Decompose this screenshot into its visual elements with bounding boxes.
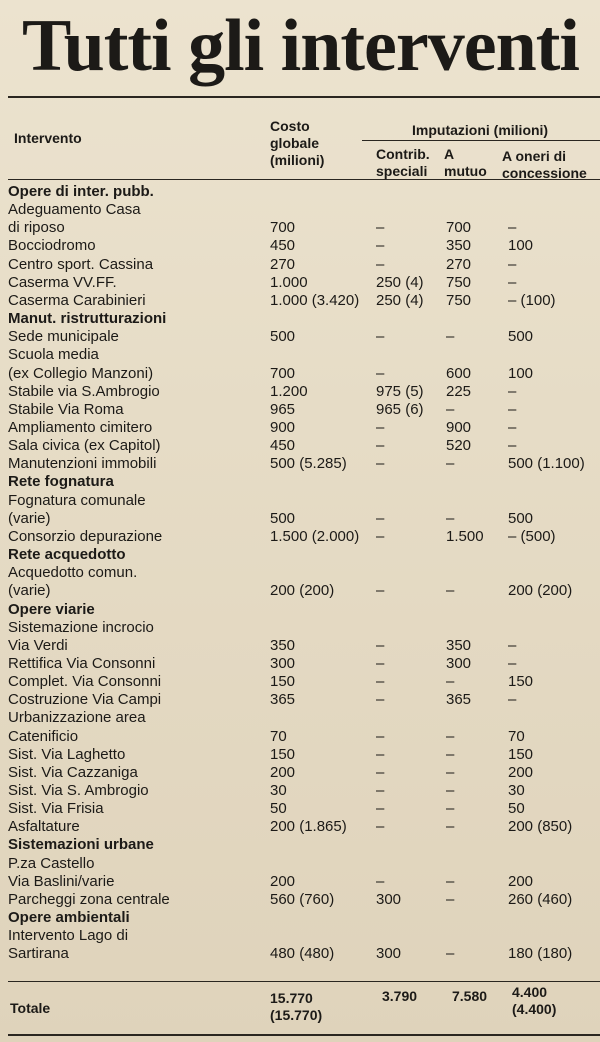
oneri-cell: 100 xyxy=(508,364,534,382)
oneri-cell: – xyxy=(508,382,517,400)
section-label: Sistemazioni urbane xyxy=(8,836,154,854)
table-row xyxy=(8,709,600,727)
oneri-cell: – xyxy=(508,654,517,672)
mutuo-cell: 225 xyxy=(446,382,472,400)
header-costo-line3: (milioni) xyxy=(270,152,325,168)
table-row xyxy=(8,219,600,237)
mutuo-cell: 600 xyxy=(446,364,472,382)
totale-contrib: 3.790 xyxy=(382,988,418,1004)
costo-cell: 270 xyxy=(270,255,296,273)
costo-cell: 965 xyxy=(270,400,296,418)
table-row xyxy=(8,945,600,963)
contrib-cell: – xyxy=(376,455,385,473)
intervento-label: Intervento Lago di xyxy=(8,927,129,945)
intervento-label: Manutenzioni immobili xyxy=(8,455,157,473)
contrib-cell: 250 (4) xyxy=(376,291,424,309)
table-row xyxy=(8,764,600,782)
table-row xyxy=(8,782,600,800)
oneri-cell: 30 xyxy=(508,781,525,799)
section-label: Rete acquedotto xyxy=(8,546,126,563)
mutuo-cell: 1.500 xyxy=(446,527,484,545)
contrib-cell: – xyxy=(376,437,385,455)
intervento-label: Rettifica Via Consonni xyxy=(8,654,156,672)
header-a-mutuo xyxy=(444,146,487,180)
oneri-cell: 50 xyxy=(508,800,525,818)
intervento-label: Acquedotto comun. xyxy=(8,564,138,582)
intervento-label: Sala civica (ex Capitol) xyxy=(8,437,161,455)
intervento-label: di riposo xyxy=(8,219,65,237)
contrib-cell: – xyxy=(376,527,385,545)
costo-cell: 1.000 (3.420) xyxy=(270,291,360,309)
totale-oneri-prev: (4.400) xyxy=(512,1001,557,1017)
costo-cell: 70 xyxy=(270,727,287,745)
mutuo-cell: – xyxy=(446,745,455,763)
costo-cell: 700 xyxy=(270,219,296,237)
contrib-cell: – xyxy=(376,691,385,709)
contrib-cell: – xyxy=(376,328,385,346)
table-row xyxy=(8,746,600,764)
oneri-cell: 500 (1.100) xyxy=(508,455,585,473)
totale-costo xyxy=(270,990,322,1024)
intervento-label: Stabile Via Roma xyxy=(8,400,124,418)
header-rule xyxy=(8,179,600,180)
costo-cell: 200 xyxy=(270,872,296,890)
intervento-label: Sist. Via S. Ambrogio xyxy=(8,781,149,799)
section-heading xyxy=(8,909,600,927)
costo-cell: 200 xyxy=(270,763,296,781)
mutuo-cell: – xyxy=(446,455,455,473)
oneri-cell: 150 xyxy=(508,745,534,763)
costo-cell: 500 xyxy=(270,328,296,346)
costo-cell: 365 xyxy=(270,691,296,709)
contrib-cell: – xyxy=(376,364,385,382)
mutuo-cell: – xyxy=(446,582,455,600)
section-label: Opere viarie xyxy=(8,600,95,618)
costo-cell: 500 (5.285) xyxy=(270,455,347,473)
mutuo-cell: 700 xyxy=(446,219,472,237)
costo-cell: 200 (200) xyxy=(270,582,335,600)
mutuo-cell: 350 xyxy=(446,636,472,654)
header-intervento: Intervento xyxy=(14,130,82,146)
intervento-label: Fognatura comunale xyxy=(8,491,146,509)
section-heading xyxy=(8,601,600,619)
header-costo-line1: Costo xyxy=(270,118,310,134)
oneri-cell: 200 (200) xyxy=(508,582,573,600)
intervento-label: Stabile via S.Ambrogio xyxy=(8,382,160,400)
oneri-cell: – xyxy=(508,255,517,273)
intervento-label: Complet. Via Consonni xyxy=(8,673,162,690)
title-rule xyxy=(8,96,600,98)
costo-cell: 500 xyxy=(270,509,296,527)
mutuo-cell: 900 xyxy=(446,418,472,436)
section-label: Opere ambientali xyxy=(8,909,130,926)
table-row xyxy=(8,256,600,274)
intervento-label: Via Verdi xyxy=(8,636,68,654)
mutuo-cell: – xyxy=(446,400,455,418)
contrib-cell: – xyxy=(376,781,385,799)
totale-costo-value: 15.770 xyxy=(270,990,313,1006)
contrib-cell: 300 xyxy=(376,890,402,908)
contrib-cell: – xyxy=(376,582,385,600)
mutuo-cell: – xyxy=(446,673,455,690)
oneri-cell: 200 (850) xyxy=(508,818,573,836)
header-contrib-line2: speciali xyxy=(376,163,428,179)
table-row xyxy=(8,201,600,219)
intervento-label: Sartirana xyxy=(8,945,69,963)
contrib-cell: – xyxy=(376,509,385,527)
costo-cell: 300 xyxy=(270,654,296,672)
contrib-cell: – xyxy=(376,654,385,672)
costo-cell: 150 xyxy=(270,673,296,690)
costo-cell: 150 xyxy=(270,745,296,763)
intervento-label: Sist. Via Cazzaniga xyxy=(8,763,138,781)
contrib-cell: – xyxy=(376,872,385,890)
costo-cell: 450 xyxy=(270,437,296,455)
mutuo-cell: – xyxy=(446,509,455,527)
oneri-cell: – xyxy=(508,219,517,237)
costo-cell: 1.200 xyxy=(270,382,308,400)
oneri-cell: 200 xyxy=(508,872,534,890)
table-row xyxy=(8,619,600,637)
totals-rule xyxy=(8,981,600,982)
table-row xyxy=(8,873,600,891)
intervento-label: Centro sport. Cassina xyxy=(8,255,154,273)
contrib-cell: – xyxy=(376,727,385,745)
header-oneri-line2: concessione xyxy=(502,165,587,181)
intervento-label: Catenificio xyxy=(8,727,79,745)
table-row xyxy=(8,419,600,437)
costo-cell: 30 xyxy=(270,781,287,799)
costo-cell: 200 (1.865) xyxy=(270,818,347,836)
mutuo-cell: 270 xyxy=(446,255,472,273)
mutuo-cell: – xyxy=(446,328,455,346)
contrib-cell: – xyxy=(376,818,385,836)
contrib-cell: – xyxy=(376,237,385,255)
totale-mutuo: 7.580 xyxy=(452,988,488,1004)
intervento-label: Asfaltature xyxy=(8,818,80,836)
section-heading xyxy=(8,183,600,201)
totale-label: Totale xyxy=(10,1000,51,1016)
table-row xyxy=(8,365,600,383)
intervento-label: Adeguamento Casa xyxy=(8,201,141,219)
costo-cell: 560 (760) xyxy=(270,890,335,908)
oneri-cell: 500 xyxy=(508,509,534,527)
header-costo-line2: globale xyxy=(270,135,320,151)
intervento-label: Scuola media xyxy=(8,346,99,364)
mutuo-cell: – xyxy=(446,763,455,781)
costo-cell: 1.000 xyxy=(270,273,308,291)
contrib-cell: 975 (5) xyxy=(376,382,424,400)
mutuo-cell: 300 xyxy=(446,654,472,672)
section-heading xyxy=(8,473,600,491)
section-label: Rete fognatura xyxy=(8,473,114,491)
oneri-cell: – xyxy=(508,400,517,418)
header-mutuo-line2: mutuo xyxy=(444,163,487,179)
table-row xyxy=(8,891,600,909)
contrib-cell: 965 (6) xyxy=(376,400,424,418)
section-label: Manut. ristrutturazioni xyxy=(8,310,167,327)
contrib-cell: – xyxy=(376,673,385,690)
intervento-label: Sede municipale xyxy=(8,328,119,346)
intervento-label: Costruzione Via Campi xyxy=(8,691,162,709)
table-row xyxy=(8,346,600,364)
table-row xyxy=(8,800,600,818)
contrib-cell: – xyxy=(376,636,385,654)
intervento-label: Ampliamento cimitero xyxy=(8,418,153,436)
intervento-label: Via Baslini/varie xyxy=(8,872,115,890)
table-row xyxy=(8,855,600,873)
oneri-cell: – xyxy=(508,437,517,455)
section-heading xyxy=(8,546,600,564)
costo-cell: 450 xyxy=(270,237,296,255)
header-costo-globale xyxy=(270,118,324,169)
table-row xyxy=(8,528,600,546)
mutuo-cell: 750 xyxy=(446,273,472,291)
oneri-cell: 200 xyxy=(508,763,534,781)
table-row xyxy=(8,655,600,673)
oneri-cell: 70 xyxy=(508,727,525,745)
table-row xyxy=(8,582,600,600)
costo-cell: 900 xyxy=(270,418,296,436)
oneri-cell: 180 (180) xyxy=(508,945,573,963)
oneri-cell: 500 xyxy=(508,328,534,346)
costo-cell: 480 (480) xyxy=(270,945,335,963)
totale-oneri-value: 4.400 xyxy=(512,984,548,1000)
page-title: Tutti gli interventi xyxy=(22,5,579,87)
intervento-label: (ex Collegio Manzoni) xyxy=(8,364,154,382)
intervento-label: Urbanizzazione area xyxy=(8,709,146,727)
bottom-rule xyxy=(8,1034,600,1036)
header-mutuo-line1: A xyxy=(444,146,455,162)
table-row xyxy=(8,673,600,691)
header-oneri-concessione xyxy=(502,148,587,182)
intervento-label: (varie) xyxy=(8,582,51,600)
section-heading xyxy=(8,836,600,854)
costo-cell: 350 xyxy=(270,636,296,654)
costo-cell: 700 xyxy=(270,364,296,382)
oneri-cell: – xyxy=(508,636,517,654)
mutuo-cell: – xyxy=(446,781,455,799)
header-oneri-line1: A oneri di xyxy=(502,148,567,164)
table-row xyxy=(8,292,600,310)
oneri-cell: 100 xyxy=(508,237,534,255)
table-row xyxy=(8,492,600,510)
table-row xyxy=(8,328,600,346)
mutuo-cell: 350 xyxy=(446,237,472,255)
oneri-cell: 260 (460) xyxy=(508,890,573,908)
contrib-cell: – xyxy=(376,763,385,781)
table-row xyxy=(8,691,600,709)
mutuo-cell: – xyxy=(446,945,455,963)
table-row xyxy=(8,637,600,655)
totale-oneri xyxy=(512,984,556,1018)
header-imputazioni: Imputazioni (milioni) xyxy=(412,122,549,138)
table-row xyxy=(8,237,600,255)
costo-cell: 1.500 (2.000) xyxy=(270,527,360,545)
imputazioni-rule xyxy=(362,140,600,141)
intervento-label: Caserma Carabinieri xyxy=(8,291,146,309)
mutuo-cell: – xyxy=(446,872,455,890)
intervento-label: Sist. Via Frisia xyxy=(8,800,104,818)
intervento-label: (varie) xyxy=(8,509,51,527)
contrib-cell: – xyxy=(376,745,385,763)
contrib-cell: – xyxy=(376,800,385,818)
table-row xyxy=(8,401,600,419)
table-row xyxy=(8,437,600,455)
table-row xyxy=(8,510,600,528)
section-heading xyxy=(8,310,600,328)
header-contrib-speciali xyxy=(376,146,430,180)
contrib-cell: – xyxy=(376,418,385,436)
section-label: Opere di inter. pubb. xyxy=(8,183,154,200)
oneri-cell: – xyxy=(508,418,517,436)
table-row xyxy=(8,383,600,401)
intervento-label: Sistemazione incrocio xyxy=(8,618,154,636)
totale-costo-prev: (15.770) xyxy=(270,1007,323,1023)
contrib-cell: – xyxy=(376,219,385,237)
intervento-label: Parcheggi zona centrale xyxy=(8,890,170,908)
intervento-label: Consorzio depurazione xyxy=(8,527,163,545)
mutuo-cell: 520 xyxy=(446,437,472,455)
oneri-cell: – xyxy=(508,691,517,709)
oneri-cell: 150 xyxy=(508,673,534,690)
contrib-cell: 300 xyxy=(376,945,402,963)
table-row xyxy=(8,274,600,292)
mutuo-cell: 365 xyxy=(446,691,472,709)
intervento-label: Sist. Via Laghetto xyxy=(8,745,126,763)
costo-cell: 50 xyxy=(270,800,287,818)
mutuo-cell: 750 xyxy=(446,291,472,309)
oneri-cell: – (100) xyxy=(508,291,556,309)
intervento-label: P.za Castello xyxy=(8,854,95,872)
table-row xyxy=(8,564,600,582)
table-row xyxy=(8,927,600,945)
oneri-cell: – (500) xyxy=(508,527,556,545)
contrib-cell: 250 (4) xyxy=(376,273,424,291)
oneri-cell: – xyxy=(508,273,517,291)
contrib-cell: – xyxy=(376,255,385,273)
header-contrib-line1: Contrib. xyxy=(376,146,430,162)
table-row xyxy=(8,455,600,473)
intervento-label: Bocciodromo xyxy=(8,237,96,255)
mutuo-cell: – xyxy=(446,727,455,745)
table-row xyxy=(8,818,600,836)
mutuo-cell: – xyxy=(446,800,455,818)
intervento-label: Caserma VV.FF. xyxy=(8,273,117,291)
mutuo-cell: – xyxy=(446,818,455,836)
mutuo-cell: – xyxy=(446,890,455,908)
table-row xyxy=(8,728,600,746)
